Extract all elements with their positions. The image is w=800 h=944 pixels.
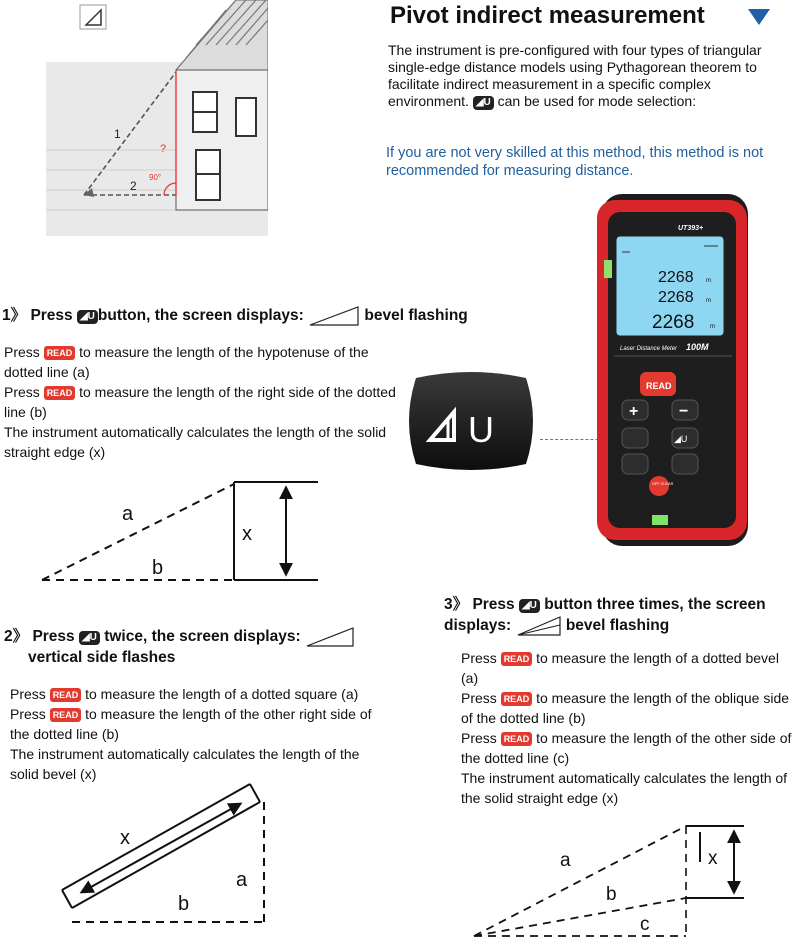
device-brand: Laser Distance Meter bbox=[620, 346, 678, 352]
scene-label-2: 2 bbox=[130, 179, 137, 193]
bevel-split-icon bbox=[516, 615, 562, 637]
d3-label-x: x bbox=[708, 848, 718, 869]
section-2-line-2: Press READ to measure the length of the other right side of the dotted line (b) bbox=[10, 706, 372, 742]
section-1-head-mid: button, the screen displays: bbox=[97, 307, 304, 325]
mode-button-icon: ◢U bbox=[519, 599, 540, 613]
intro-text-post: can be used for mode selection: bbox=[497, 93, 697, 109]
diagram-2 bbox=[52, 776, 272, 932]
section-2-heading bbox=[4, 626, 404, 668]
section-1-body bbox=[4, 342, 399, 462]
section-2-body bbox=[10, 684, 388, 784]
d3-label-a: a bbox=[560, 850, 571, 871]
down-triangle-icon bbox=[748, 9, 770, 25]
mode-button-icon: ◢U bbox=[473, 96, 494, 110]
section-3-body bbox=[461, 648, 797, 808]
d2-label-b: b bbox=[178, 893, 190, 915]
closeup-button-label: U bbox=[468, 409, 494, 450]
read-button-icon: READ bbox=[50, 708, 82, 722]
bevel-vertical-icon bbox=[305, 626, 357, 648]
scene-label-90: 90° bbox=[149, 173, 162, 182]
section-1-auto: The instrument automatically calculates the length of the solid straight edge (x) bbox=[4, 424, 387, 460]
section-3-line-2: Press READ to measure the length of the oblique side of the dotted line (b) bbox=[461, 690, 790, 726]
read-button-icon: READ bbox=[501, 732, 533, 746]
section-3-auto: The instrument automatically calculates the length of the solid straight edge (x) bbox=[461, 770, 788, 806]
scene-label-1: 1 bbox=[114, 127, 121, 141]
mode-button-closeup bbox=[402, 372, 540, 470]
device-off-clear-button: OFF CLEAR bbox=[652, 482, 674, 486]
diagram-1 bbox=[30, 476, 330, 588]
section-3-line-1: Press READ to measure the length of a dotted bevel (a) bbox=[461, 650, 779, 686]
diagram-3 bbox=[452, 818, 762, 942]
read-button-icon: READ bbox=[44, 346, 76, 360]
device-mode-button: ◢U bbox=[674, 434, 688, 444]
section-2-auto: The instrument automatically calculates the length of the solid bevel (x) bbox=[10, 746, 360, 782]
section-1-head-post: bevel flashing bbox=[364, 307, 468, 325]
section-2-head-mid: twice, the screen displays: bbox=[104, 628, 301, 646]
read-button-icon: READ bbox=[501, 652, 533, 666]
section-1-line-1: Press READ to measure the length of the hypotenuse of the dotted line (a) bbox=[4, 344, 369, 380]
device-range: 100M bbox=[686, 342, 709, 352]
section-1-head-pre: Press bbox=[30, 307, 73, 325]
read-button-icon: READ bbox=[44, 386, 76, 400]
read-button-icon: READ bbox=[50, 688, 82, 702]
section-3-heading bbox=[444, 595, 794, 637]
bevel-icon bbox=[308, 305, 360, 327]
section-3-number: 3》 bbox=[444, 596, 469, 613]
reading-1: 2268 bbox=[658, 269, 694, 286]
page-title: Pivot indirect measurement bbox=[390, 2, 705, 29]
section-3-head-mid: button three times, the screen displays: bbox=[444, 596, 766, 635]
intro-paragraph bbox=[388, 42, 788, 110]
d1-label-b: b bbox=[152, 557, 164, 579]
section-1-number: 1》 bbox=[2, 307, 27, 325]
building-scene-illustration bbox=[46, 0, 268, 236]
reading-2-unit: m bbox=[706, 298, 711, 304]
section-1-line-2: Press READ to measure the length of the right side of the dotted line (b) bbox=[4, 384, 396, 420]
d3-label-b: b bbox=[606, 884, 617, 905]
section-2-number: 2》 bbox=[4, 628, 29, 646]
reading-2: 2268 bbox=[658, 289, 694, 306]
device-model: UT393+ bbox=[678, 225, 704, 232]
section-2-line-1: Press READ to measure the length of a dotted square (a) bbox=[10, 686, 359, 702]
laser-distance-meter bbox=[594, 190, 754, 550]
read-button-icon: READ bbox=[501, 692, 533, 706]
d2-label-x: x bbox=[120, 827, 130, 849]
section-2-head-pre: Press bbox=[32, 628, 75, 646]
section-3-head-post: bevel flashing bbox=[565, 617, 670, 635]
reading-3-unit: m bbox=[710, 324, 715, 330]
mode-button-icon: ◢U bbox=[77, 310, 98, 324]
device-plus-button: + bbox=[629, 403, 639, 420]
reading-1-unit: m bbox=[706, 278, 711, 284]
intro-text: The instrument is pre-configured with four types of triangular single-edge distance models using Pythagorean theorem to facilitate indirect measurement in a specific complex environment. bbox=[388, 42, 762, 109]
section-1-heading bbox=[2, 305, 502, 327]
d1-label-a: a bbox=[122, 503, 134, 525]
d2-label-a: a bbox=[236, 869, 248, 891]
scene-label-question: ? bbox=[160, 143, 167, 155]
section-3-head-pre: Press bbox=[472, 596, 515, 613]
section-3-line-3: Press READ to measure the length of the other side of the dotted line (c) bbox=[461, 730, 792, 766]
mode-button-icon: ◢U bbox=[79, 631, 100, 645]
reading-3: 2268 bbox=[652, 312, 695, 333]
warning-note: If you are not very skilled at this method, this method is not recommended for measuring distance. bbox=[386, 145, 764, 179]
device-read-button: READ bbox=[646, 381, 672, 391]
section-2-head-post: vertical side flashes bbox=[28, 649, 176, 666]
d3-label-c: c bbox=[640, 914, 650, 935]
device-minus-button: − bbox=[679, 403, 689, 420]
d1-label-x: x bbox=[242, 523, 252, 545]
